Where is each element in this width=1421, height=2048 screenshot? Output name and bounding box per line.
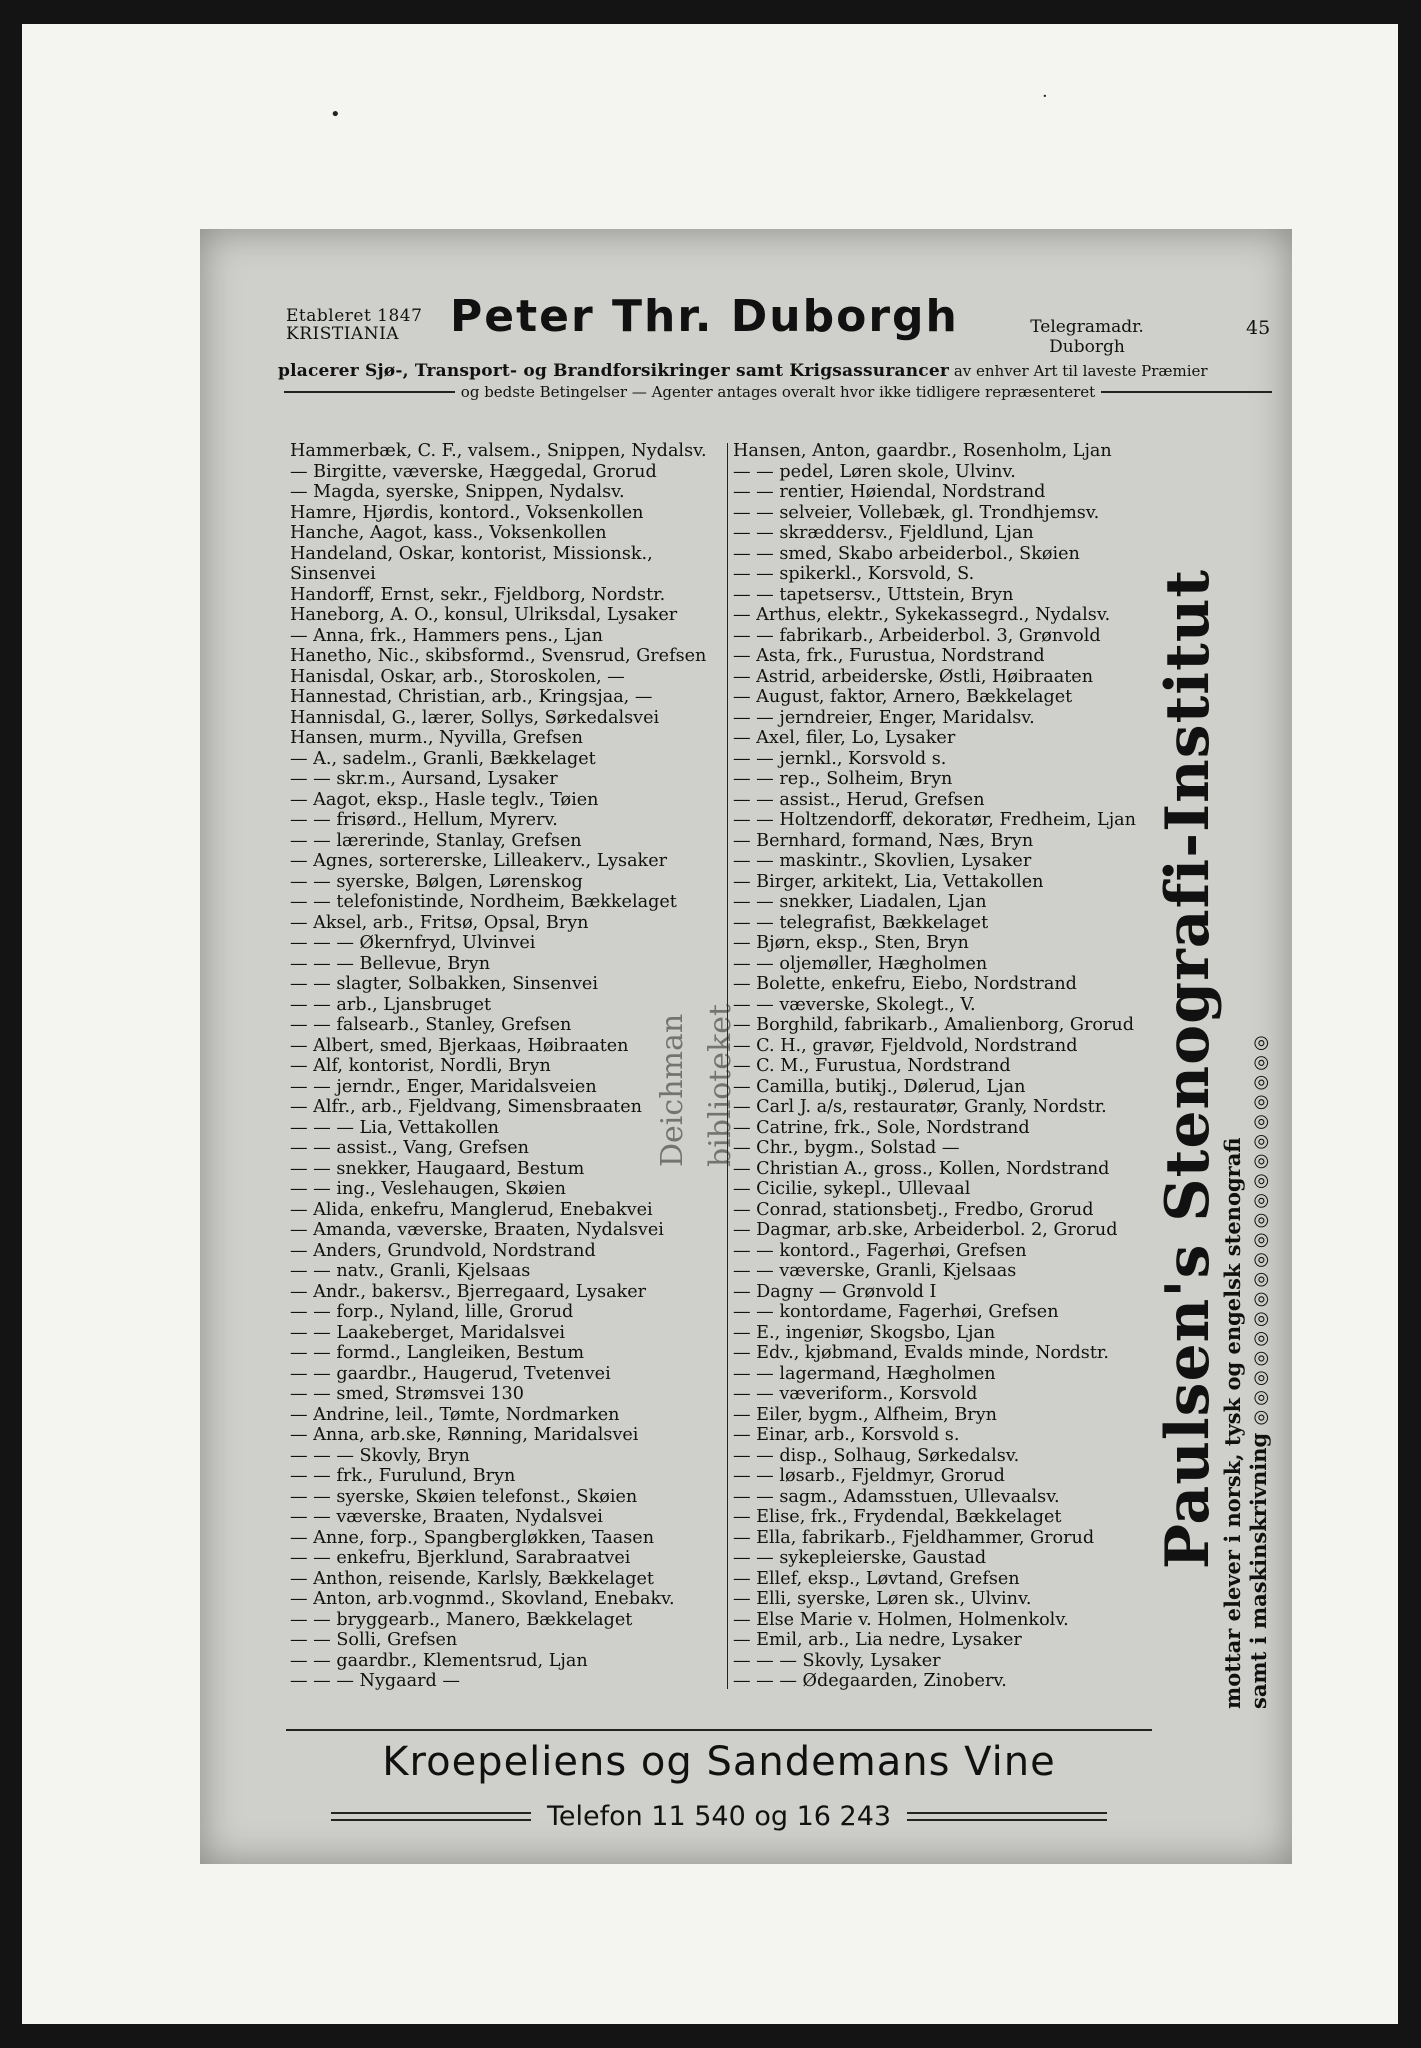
directory-entry: — C. M., Furustua, Nordstrand [733,1056,1011,1076]
directory-entry: — — rep., Solheim, Bryn [733,769,953,789]
directory-entry: — — — Skovly, Lysaker [733,1650,941,1671]
directory-entry: — — slagter, Solbakken, Sinsenvei [290,974,598,994]
directory-entry: — — enkefru, Bjerklund, Sarabraatvei [290,1548,631,1568]
directory-entry: — — lærerinde, Stanlay, Grefsen [290,830,582,851]
directory-entry: Hannisdal, G., lærer, Sollys, Sørkedalsvei [290,707,660,728]
directory-entry: — Alfr., arb., Fjeldvang, Simensbraaten [290,1097,642,1117]
directory-entry: — — smed, Skabo arbeiderbol., Skøien [733,543,1080,564]
directory-entry: — Elise, frk., Frydendal, Bækkelaget [733,1507,1062,1527]
directory-entry: Handeland, Oskar, kontorist, Missionsk., [290,543,653,564]
side-ad-line-2 [1246,409,1274,1729]
directory-entry: — — — Ødegaarden, Zinoberv. [733,1671,1007,1691]
directory-entry: — — kontordame, Fagerhøi, Grefsen [733,1302,1059,1322]
directory-entry: — Albert, smed, Bjerkaas, Høibraaten [290,1035,629,1056]
directory-entry: — Alf, kontorist, Nordli, Bryn [290,1056,551,1076]
directory-entry: — Else Marie v. Holmen, Holmenkolv. [733,1609,1069,1630]
directory-entry: — — Laakeberget, Maridalsvei [290,1322,566,1343]
scan-mark: · [1042,86,1048,107]
directory-entry: — — jernkl., Korsvold s. [733,748,947,769]
scan-sheet [22,24,1398,2024]
directory-entry: — Aagot, eksp., Hasle teglv., Tøien [290,789,599,810]
directory-entry: — — formd., Langleiken, Bestum [290,1343,585,1363]
directory-entry: — Bjørn, eksp., Sten, Bryn [733,933,969,953]
directory-entry: — Ella, fabrikarb., Fjeldhammer, Grorud [733,1527,1095,1548]
directory-entry: — — sykepleierske, Gaustad [733,1548,987,1568]
directory-entry: — Dagny — Grønvold I [733,1281,937,1302]
directory-entry: — — selveier, Vollebæk, gl. Trondhjemsv. [733,502,1100,523]
directory-entry: — — — Nygaard — [290,1671,460,1691]
directory-entry: — — sagm., Adamsstuen, Ullevaalsv. [733,1486,1060,1507]
directory-entry: — — bryggearb., Manero, Bækkelaget [290,1609,633,1630]
directory-entry: — — tapetsersv., Uttstein, Bryn [733,584,1014,605]
directory-entry: — — snekker, Liadalen, Ljan [733,892,987,912]
directory-entry: — — væverske, Braaten, Nydalsvei [290,1507,603,1527]
directory-entry: Hammerbæk, C. F., valsem., Snippen, Nydalsv. [290,441,707,461]
directory-entry: — Andrine, leil., Tømte, Nordmarken [290,1404,620,1425]
directory-entry: — Anthon, reisende, Karlsly, Bækkelaget [290,1568,654,1589]
directory-entry: — — natv., Granli, Kjelsaas [290,1261,531,1281]
directory-entry: — Agnes, sortererske, Lilleakerv., Lysaker [290,851,668,871]
directory-entry: — — assist., Vang, Grefsen [290,1138,529,1158]
directory-entry: — — væverske, Skolegt., V. [733,994,976,1015]
directory-entry: Hannestad, Christian, arb., Kringsjaa, — [290,687,653,707]
directory-entry: — Astrid, arbeiderske, Østli, Høibraaten [733,666,1094,687]
directory-entry: — Birgitte, væverske, Hæggedal, Grorud [290,461,657,482]
directory-entry: — — forp., Nyland, lille, Grorud [290,1302,574,1322]
side-ad-line-1-text: mottar elever i norsk, tysk og engelsk stenografi [1220,1137,1245,1709]
directory-entry: — Axel, filer, Lo, Lysaker [733,728,956,748]
bottom-ad-phone [286,1801,1152,1832]
directory-entry: — — væverske, Granli, Kjelsaas [733,1261,1017,1281]
directory-entry: — — væveriform., Korsvold [733,1384,978,1404]
directory-entry: — — skræddersv., Fjeldlund, Ljan [733,523,1034,543]
directory-entry: — Andr., bakersv., Bjerregaard, Lysaker [290,1281,647,1302]
directory-entry: — Chr., bygm., Solstad — [733,1138,960,1158]
directory-entry: — — — Lia, Vettakollen [290,1117,499,1138]
circles-ornament: ◎◎◎◎◎◎◎◎◎◎◎◎◎◎◎◎◎◎◎◎ [1250,1031,1271,1426]
directory-entry: — — — Bellevue, Bryn [290,953,491,974]
directory-entry: — — Solli, Grefsen [290,1630,458,1650]
directory-entry: Hanetho, Nic., skibsformd., Svensrud, Grefsen [290,646,707,666]
directory-entry: — Aksel, arb., Fritsø, Opsal, Bryn [290,912,589,933]
directory-entry: — — falsearb., Stanley, Grefsen [290,1015,572,1035]
directory-entry: — Camilla, butikj., Dølerud, Ljan [733,1076,1026,1097]
tagline-rule-left [284,391,455,393]
directory-entry: — Anton, arb.vognmd., Skovland, Enebakv. [290,1589,675,1609]
directory-entry: — Borghild, fabrikarb., Amalienborg, Grorud [733,1015,1134,1035]
directory-entry: Sinsenvei [290,564,376,584]
side-ad-line-2-text: samt i maskinskrivning [1246,1432,1271,1709]
directory-entry: — Asta, frk., Furustua, Nordstrand [733,646,1045,666]
directory-entry: — Alida, enkefru, Manglerud, Enebakvei [290,1199,653,1220]
directory-entry: — — spikerkl., Korsvold, S. [733,564,975,584]
directory-entry: Hamre, Hjørdis, kontord., Voksenkollen [290,502,644,523]
directory-entry: — August, faktor, Arnero, Bækkelaget [733,687,1073,707]
directory-entry: — Carl J. a/s, restauratør, Granly, Nordstr. [733,1097,1107,1117]
header-established [286,307,436,343]
directory-entry: — Edv., kjøbmand, Evalds minde, Nordstr. [733,1343,1109,1363]
directory-entry: — Bernhard, formand, Næs, Bryn [733,830,1034,851]
side-advertisement [1145,404,1285,1734]
directory-entry: — — oljemøller, Hægholmen [733,953,988,974]
phone-text: Telefon 11 540 og 16 243 [546,1801,892,1832]
bottom-rule [286,1729,1152,1731]
directory-entry: — Conrad, stationsbetj., Fredbo, Grorud [733,1199,1094,1220]
directory-entry: — Dagmar, arb.ske, Arbeiderbol. 2, Grorud [733,1220,1118,1240]
directory-entry: — C. H., gravør, Fjeldvold, Nordstrand [733,1035,1078,1056]
page-number: 45 [1246,317,1271,339]
directory-entry: — E., ingeniør, Skogsbo, Ljan [733,1322,996,1343]
directory-entry: — — syerske, Skøien telefonst., Skøien [290,1486,638,1507]
directory-entry: — — disp., Solhaug, Sørkedalsv. [733,1445,1020,1466]
directory-entry: — Anders, Grundvold, Nordstrand [290,1240,596,1261]
directory-entry: — — — Skovly, Bryn [290,1445,470,1466]
directory-entry: — Cicilie, sykepl., Ullevaal [733,1179,971,1199]
directory-entry: — Magda, syerske, Snippen, Nydalsv. [290,482,625,502]
company-name: Peter Thr. Duborgh [450,291,959,342]
telegram-value: Duborgh [1049,337,1125,357]
telegram-label: Telegramadr. [1030,317,1144,337]
directory-entry: — — syerske, Bølgen, Lørenskog [290,871,583,892]
tagline-rule-right [1101,391,1272,393]
directory-entry: — — rentier, Høiendal, Nordstrand [733,482,1046,502]
directory-entry: — — lagermand, Hægholmen [733,1363,996,1384]
directory-entry: — — pedel, Løren skole, Ulvinv. [733,461,1016,482]
stamp-line-2: biblioteket [703,1003,738,1167]
directory-entry: — — — Økernfryd, Ulvinvei [290,933,536,953]
directory-entry: — — frk., Furulund, Bryn [290,1466,516,1486]
tagline-bold: placerer Sjø-, Transport- og Brandforsikringer samt Krigsassurancer [278,361,950,381]
directory-entry: — Elli, syerske, Løren sk., Ulvinv. [733,1589,1032,1609]
directory-entry: — Emil, arb., Lia nedre, Lysaker [733,1630,1022,1650]
library-stamp [655,1003,905,1169]
directory-entry: — Catrine, frk., Sole, Nordstrand [733,1117,1030,1138]
directory-entry: — — arb., Ljansbruget [290,994,492,1015]
directory-entry: — — smed, Strømsvei 130 [290,1384,524,1404]
side-ad-title: Paulsen's Stenografi-Institut [1153,568,1223,1570]
directory-entry: Hansen, murm., Nyvilla, Grefsen [290,728,583,748]
directory-page [200,229,1292,1864]
stamp-line-1: Deichman [655,1013,690,1167]
directory-entry: — — telefonistinde, Nordheim, Bækkelaget [290,892,677,912]
directory-entry: — Ellef, eksp., Løvtand, Grefsen [733,1568,1020,1589]
directory-entry: — A., sadelm., Granli, Bækkelaget [290,748,596,769]
directory-entry: Hanche, Aagot, kass., Voksenkollen [290,523,607,543]
established-city: KRISTIANIA [286,324,400,344]
directory-entry: — — gaardbr., Klementsrud, Ljan [290,1650,588,1671]
directory-entry: Hanisdal, Oskar, arb., Storoskolen, — [290,666,625,687]
tagline-rest: av enhver Art til laveste Præmier [953,362,1208,380]
directory-entry: — — frisørd., Hellum, Myrerv. [290,810,558,830]
directory-entry: — Anna, arb.ske, Rønning, Maridalsvei [290,1425,639,1445]
side-ad-rotated [1153,409,1274,1729]
scan-mark: • [330,104,341,125]
directory-entry: — — assist., Herud, Grefsen [733,789,985,810]
directory-entry: — — jerndreier, Enger, Maridalsv. [733,707,1035,728]
directory-entry: — — løsarb., Fjeldmyr, Grorud [733,1466,1005,1486]
side-ad-line-1 [1220,409,1246,1729]
header-tagline [278,361,1278,381]
directory-entry: — Anne, forp., Spangbergløkken, Taasen [290,1527,655,1548]
directory-entry: — — gaardbr., Haugerud, Tvetenvei [290,1363,611,1384]
directory-entry: — Einar, arb., Korsvold s. [733,1425,960,1445]
directory-entry: — Christian A., gross., Kollen, Nordstrand [733,1158,1110,1179]
directory-entry: — — ing., Veslehaugen, Skøien [290,1179,566,1199]
directory-entry: — Eiler, bygm., Alfheim, Bryn [733,1404,997,1425]
tagline-2-text: og bedste Betingelser — Agenter antages overalt hvor ikke tidligere repræsenteret [460,383,1096,401]
bottom-ad-title: Kroepeliens og Sandemans Vine [382,1739,1056,1785]
header-tagline-2 [278,383,1278,401]
directory-entry: Hansen, Anton, gaardbr., Rosenholm, Ljan [733,441,1112,461]
directory-entry: Handorff, Ernst, sekr., Fjeldborg, Nordstr. [290,584,666,605]
directory-entry: — Birger, arkitekt, Lia, Vettakollen [733,871,1044,892]
directory-entry: — Arthus, elektr., Sykekassegrd., Nydalsv. [733,605,1111,625]
directory-entry: — — telegrafist, Bækkelaget [733,912,989,933]
directory-entry: — — fabrikarb., Arbeiderbol. 3, Grønvold [733,625,1101,646]
directory-entry: — — snekker, Haugaard, Bestum [290,1158,585,1179]
directory-entry: — — jerndr., Enger, Maridalsveien [290,1076,597,1097]
phone-rule-left [331,1812,531,1821]
directory-entry: — — Holtzendorff, dekoratør, Fredheim, Ljan [733,810,1136,830]
header-telegram [1022,317,1152,357]
established-year: Etableret 1847 [286,306,423,326]
directory-entry: — Anna, frk., Hammers pens., Ljan [290,625,604,646]
directory-entry: — — kontord., Fagerhøi, Grefsen [733,1240,1027,1261]
directory-entry: — — skr.m., Aursand, Lysaker [290,769,558,789]
directory-entry: — — maskintr., Skovlien, Lysaker [733,851,1032,871]
directory-entry: — Bolette, enkefru, Eiebo, Nordstrand [733,974,1077,994]
directory-entry: — Amanda, væverske, Braaten, Nydalsvei [290,1220,664,1240]
phone-rule-right [907,1812,1107,1821]
directory-entry: Haneborg, A. O., konsul, Ulriksdal, Lysaker [290,605,678,625]
